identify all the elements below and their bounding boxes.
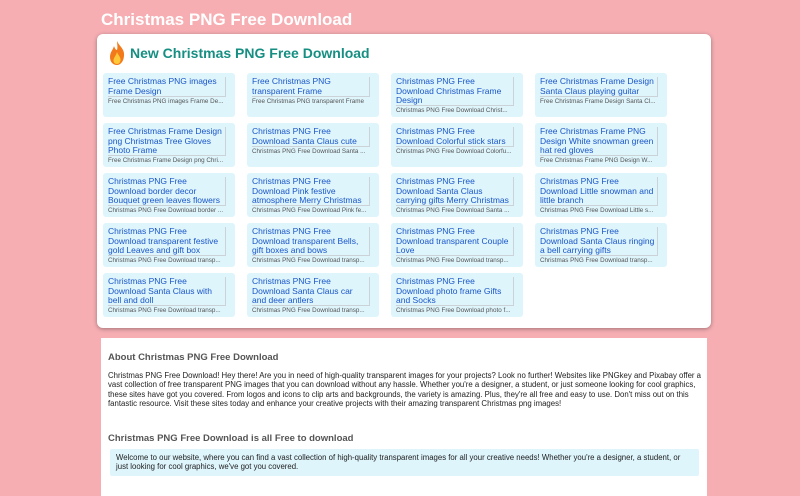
image-link[interactable]: Christmas PNG Free Download transparent festive gold Leaves and gift box (108, 227, 226, 256)
image-link[interactable]: Christmas PNG Free Download Santa Claus ringing a bell carrying gifts (540, 227, 658, 256)
gallery-tile[interactable] (391, 73, 523, 117)
image-caption: Christmas PNG Free Download transp... (252, 257, 365, 264)
gallery-tile[interactable] (103, 73, 235, 117)
image-caption: Christmas PNG Free Download transp... (108, 257, 221, 264)
image-caption: Free Christmas Frame Design png Chri... (108, 157, 224, 164)
gallery-tile[interactable] (391, 273, 523, 317)
image-caption: Christmas PNG Free Download Santa ... (396, 207, 510, 214)
image-link[interactable]: Free Christmas Frame Design Santa Claus playing guitar (540, 77, 658, 97)
gallery-tile[interactable] (103, 273, 235, 317)
image-caption: Christmas PNG Free Download border ... (108, 207, 224, 214)
image-caption: Christmas PNG Free Download transp... (540, 257, 653, 264)
image-link[interactable]: Christmas PNG Free Download transparent Bells, gift boxes and bows (252, 227, 370, 256)
image-link[interactable]: Free Christmas Frame PNG Design White snowman green hat red gloves (540, 127, 658, 156)
image-link[interactable]: Christmas PNG Free Download Pink festive atmosphere Merry Christmas (252, 177, 370, 206)
image-link[interactable]: Christmas PNG Free Download Santa Claus carrying gifts Merry Christmas (396, 177, 514, 206)
image-caption: Christmas PNG Free Download transp... (252, 307, 365, 314)
gallery-tile[interactable] (391, 123, 523, 167)
gallery-tile[interactable] (535, 223, 667, 267)
image-grid (103, 73, 683, 317)
gallery-tile[interactable] (247, 223, 379, 267)
image-caption: Christmas PNG Free Download Colorfu... (396, 148, 512, 155)
about-section (101, 338, 707, 496)
free-download-note: Welcome to our website, where you can find a vast collection of high-quality transparent images for all your creative needs! Whether you're a designer, a student, or just looking for cool graphics, we've got you covered. (110, 449, 699, 476)
gallery-tile[interactable] (247, 173, 379, 217)
gallery-card (97, 34, 711, 328)
free-download-heading: Christmas PNG Free Download is all Free to download (108, 433, 354, 444)
image-caption: Christmas PNG Free Download Santa ... (252, 148, 366, 155)
image-link[interactable]: Christmas PNG Free Download Christmas Frame Design (396, 77, 514, 106)
gallery-tile[interactable] (391, 223, 523, 267)
image-link[interactable]: Christmas PNG Free Download Colorful stick stars (396, 127, 514, 147)
image-caption: Free Christmas PNG transparent Frame (252, 98, 364, 105)
image-caption: Christmas PNG Free Download transp... (396, 257, 509, 264)
gallery-tile[interactable] (391, 173, 523, 217)
image-link[interactable]: Free Christmas PNG transparent Frame (252, 77, 370, 97)
image-link[interactable]: Christmas PNG Free Download transparent Couple Love (396, 227, 514, 256)
gallery-tile[interactable] (247, 273, 379, 317)
gallery-tile[interactable] (103, 223, 235, 267)
image-link[interactable]: Christmas PNG Free Download photo frame Gifts and Socks (396, 277, 514, 306)
image-link[interactable]: Christmas PNG Free Download Little snowman and little branch (540, 177, 658, 206)
image-link[interactable]: Christmas PNG Free Download Santa Claus cute (252, 127, 370, 147)
image-caption: Christmas PNG Free Download transp... (108, 307, 221, 314)
gallery-tile[interactable] (535, 73, 667, 117)
gallery-tile[interactable] (247, 73, 379, 117)
gallery-tile[interactable] (103, 123, 235, 167)
gallery-tile[interactable] (535, 123, 667, 167)
image-link[interactable]: Free Christmas Frame Design png Christmas Tree Gloves Photo Frame (108, 127, 226, 156)
gallery-title: New Christmas PNG Free Download (130, 45, 370, 61)
image-caption: Free Christmas Frame PNG Design W... (540, 157, 653, 164)
about-paragraph: Christmas PNG Free Download! Hey there! Are you in need of high-quality transparent images for your projects? Look no further! Websites like PNGkey and Pixabay offer a vast collection of free transparent PNG images that you can download without any hassle. Whether you're a designer, a student, or just someone looking for cool graphics, these sites have got you covered. From logos and icons to clip arts and backgrounds, the variety is amazing. Plus, they're all free and easy to use. Don't miss out on this fantastic resource. Visit these sites today and enhance your creative projects with their amazing transparent Christmas png images! (108, 371, 702, 408)
about-heading: About Christmas PNG Free Download (108, 352, 279, 363)
fire-icon (107, 40, 127, 66)
image-caption: Free Christmas PNG images Frame De... (108, 98, 224, 105)
image-caption: Christmas PNG Free Download photo f... (396, 307, 511, 314)
image-caption: Christmas PNG Free Download Pink fe... (252, 207, 367, 214)
image-link[interactable]: Christmas PNG Free Download Santa Claus with bell and doll (108, 277, 226, 306)
gallery-tile[interactable] (535, 173, 667, 217)
image-link[interactable]: Christmas PNG Free Download Santa Claus car and deer antlers (252, 277, 370, 306)
image-caption: Christmas PNG Free Download Christ... (396, 107, 508, 114)
image-link[interactable]: Christmas PNG Free Download border decor Bouquet green leaves flowers (108, 177, 226, 206)
gallery-heading (107, 40, 370, 66)
site-title[interactable]: Christmas PNG Free Download (101, 10, 353, 29)
image-caption: Christmas PNG Free Download Little s... (540, 207, 654, 214)
gallery-tile[interactable] (103, 173, 235, 217)
image-caption: Free Christmas Frame Design Santa Cl... (540, 98, 656, 105)
image-link[interactable]: Free Christmas PNG images Frame Design (108, 77, 226, 97)
gallery-tile[interactable] (247, 123, 379, 167)
